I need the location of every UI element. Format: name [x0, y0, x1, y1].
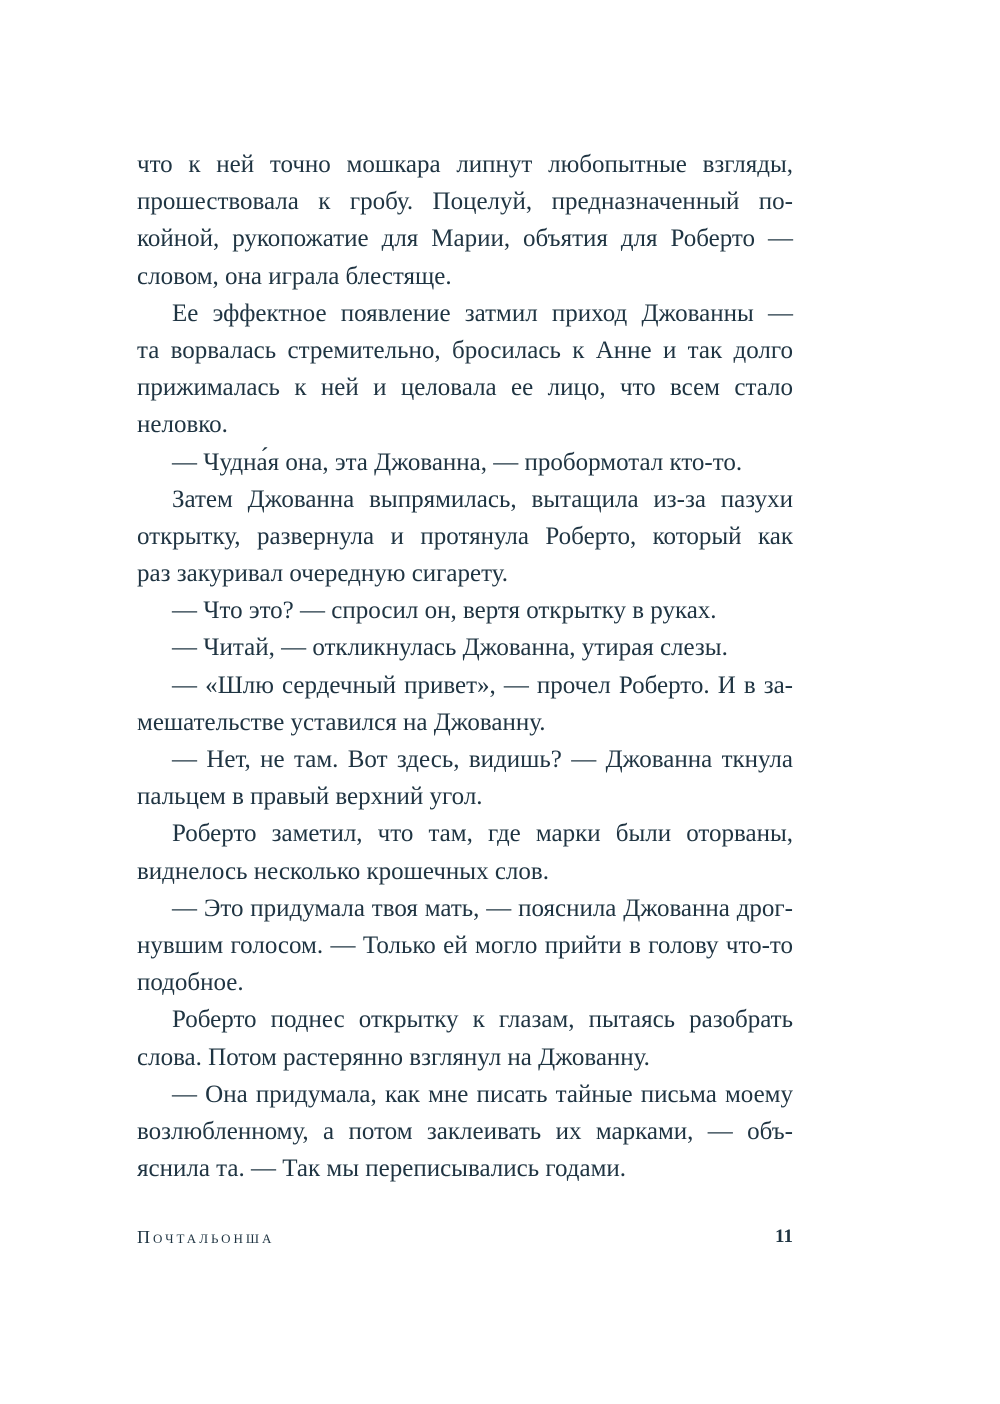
text-line: — Это придумала твоя мать, — пояснила Джованна дрог- [172, 894, 793, 922]
text-line: пальцем в правый верхний угол. [137, 783, 483, 811]
text-line: слова. Потом растерянно взглянул на Джованну. [137, 1043, 650, 1071]
text-line: — Она придумала, как мне писать тайные письма моему [172, 1080, 793, 1108]
text-line: Роберто заметил, что там, где марки были оторваны, [172, 820, 793, 848]
page-footer [137, 1222, 793, 1252]
text-line: возлюбленному, а потом заклеивать их марками, — объ- [137, 1117, 793, 1145]
running-title: Почтальонша [137, 1227, 275, 1247]
text-line: мешательстве уставился на Джованну. [137, 708, 546, 736]
text-line: — Чудна́я она, эта Джованна, — пробормотал кто-то. [172, 448, 743, 476]
text-line: прижималась к ней и целовала ее лицо, что всем стало [137, 374, 793, 402]
text-line: та ворвалась стремительно, бросилась к Анне и так долго [137, 336, 793, 364]
text-line: прошествовала к гробу. Поцелуй, предназначенный по- [137, 188, 793, 216]
text-line: раз закуривал очередную сигарету. [137, 560, 508, 588]
text-line: подобное. [137, 969, 244, 997]
text-line: неловко. [137, 411, 228, 439]
text-line: нувшим голосом. — Только ей могло прийти в голову что-то [137, 931, 793, 959]
page-number: 11 [775, 1226, 793, 1247]
text-line: — Что это? — спросил он, вертя открытку в руках. [172, 597, 717, 625]
text-line: Ее эффектное появление затмил приход Джованны — [172, 299, 793, 327]
text-line: — Читай, — откликнулась Джованна, утирая слезы. [172, 634, 728, 662]
text-line: койной, рукопожатие для Марии, объятия для Роберто — [137, 225, 793, 253]
text-line: открытку, развернула и протянула Роберто, который как [137, 522, 793, 550]
text-line: виднелось несколько крошечных слов. [137, 857, 549, 885]
text-line: яснила та. — Так мы переписывались годами. [137, 1155, 627, 1183]
text-line: что к ней точно мошкара липнут любопытные взгляды, [137, 151, 793, 178]
text-line: — «Шлю сердечный привет», — прочел Роберто. И в за- [172, 671, 793, 699]
page-body [137, 146, 793, 1187]
text-line: Затем Джованна выпрямилась, вытащила из-за пазухи [172, 485, 793, 513]
text-line: Роберто поднес открытку к глазам, пытаясь разобрать [172, 1006, 793, 1034]
text-line: — Нет, не там. Вот здесь, видишь? — Джованна ткнула [172, 746, 793, 773]
text-line: словом, она играла блестяще. [137, 262, 452, 290]
